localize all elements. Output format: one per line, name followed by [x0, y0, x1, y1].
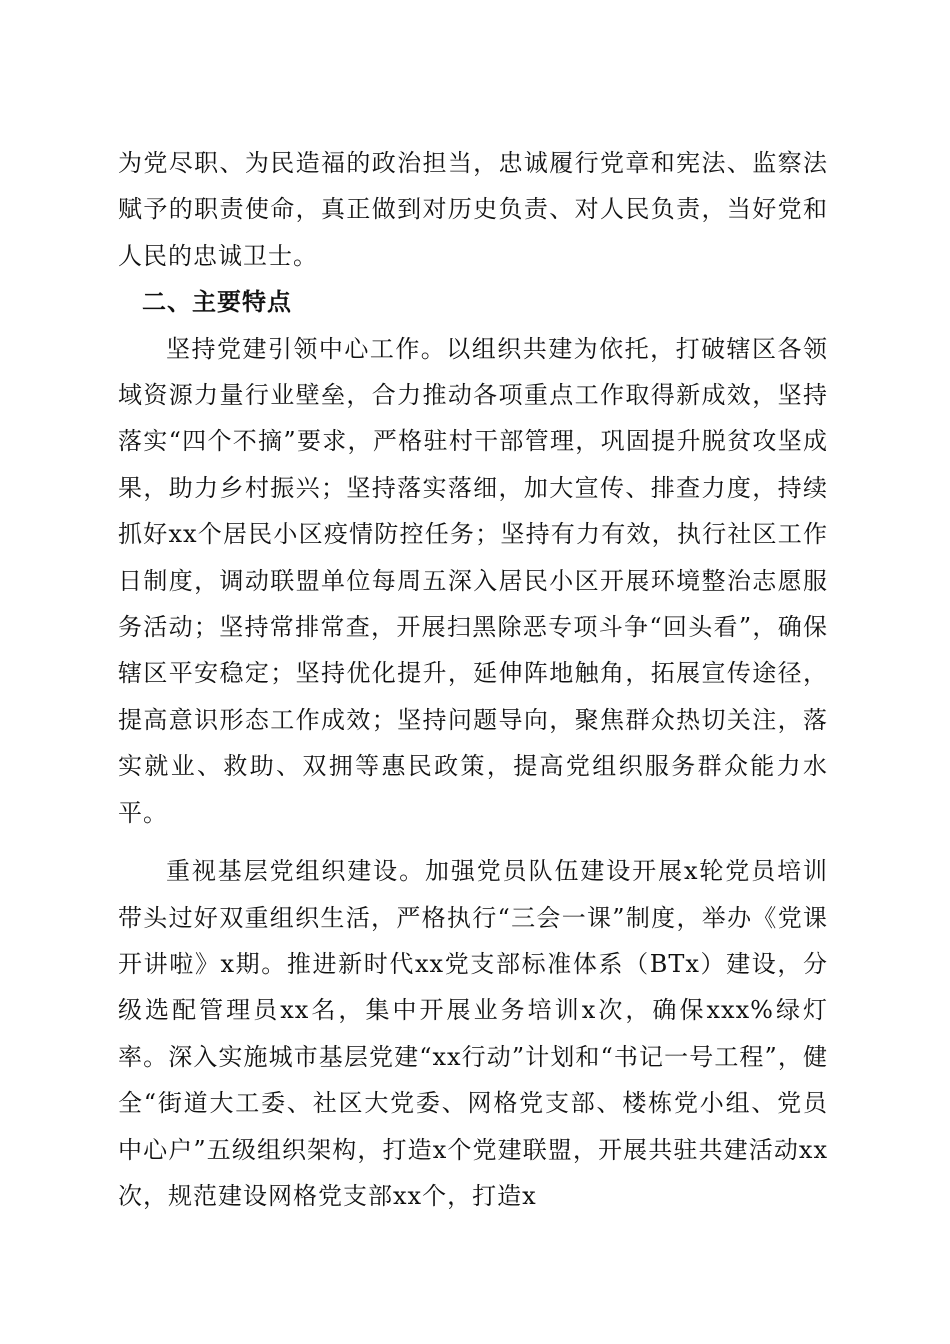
paragraph-grassroots-building: 重视基层党组织建设。加强党员队伍建设开展x轮党员培训带头过好双重组织生活，严格执行“三会一课”制度，举办《党课开讲啦》x期。推进新时代xx党支部标准体系（BTx）建设，分级选配管理员xx名，集中开展业务培训x次，确保xxx%绿灯率。深入实施城市基层党建“xx行动”计划和“书记一号工程”，健全“街道大工委、社区大党委、网格党支部、楼栋党小组、党员中心户”五级组织架构，打造x个党建联盟，开展共驻共建活动xx次，规范建设网格党支部xx个，打造x: [118, 857, 828, 1210]
document-body: [118, 140, 828, 1219]
paragraph-continuation: 为党尽职、为民造福的政治担当，忠诚履行党章和宪法、监察法赋予的职责使命，真正做到对历史负责、对人民负责，当好党和人民的忠诚卫士。: [118, 149, 828, 270]
paragraph-party-leadership: 坚持党建引领中心工作。以组织共建为依托，打破辖区各领域资源力量行业壁垒，合力推动各项重点工作取得新成效，坚持落实“四个不摘”要求，严格驻村干部管理，巩固提升脱贫攻坚成果，助力乡村振兴；坚持落实落细，加大宣传、排查力度，持续抓好xx个居民小区疫情防控任务；坚持有力有效，执行社区工作日制度，调动联盟单位每周五深入居民小区开展环境整治志愿服务活动；坚持常排常查，开展扫黑除恶专项斗争“回头看”，确保辖区平安稳定；坚持优化提升，延伸阵地触角，拓展宣传途径，提高意识形态工作成效；坚持问题导向，聚焦群众热切关注，落实就业、救助、双拥等惠民政策，提高党组织服务群众能力水平。: [118, 334, 828, 827]
section-heading: 二、主要特点: [142, 288, 292, 317]
